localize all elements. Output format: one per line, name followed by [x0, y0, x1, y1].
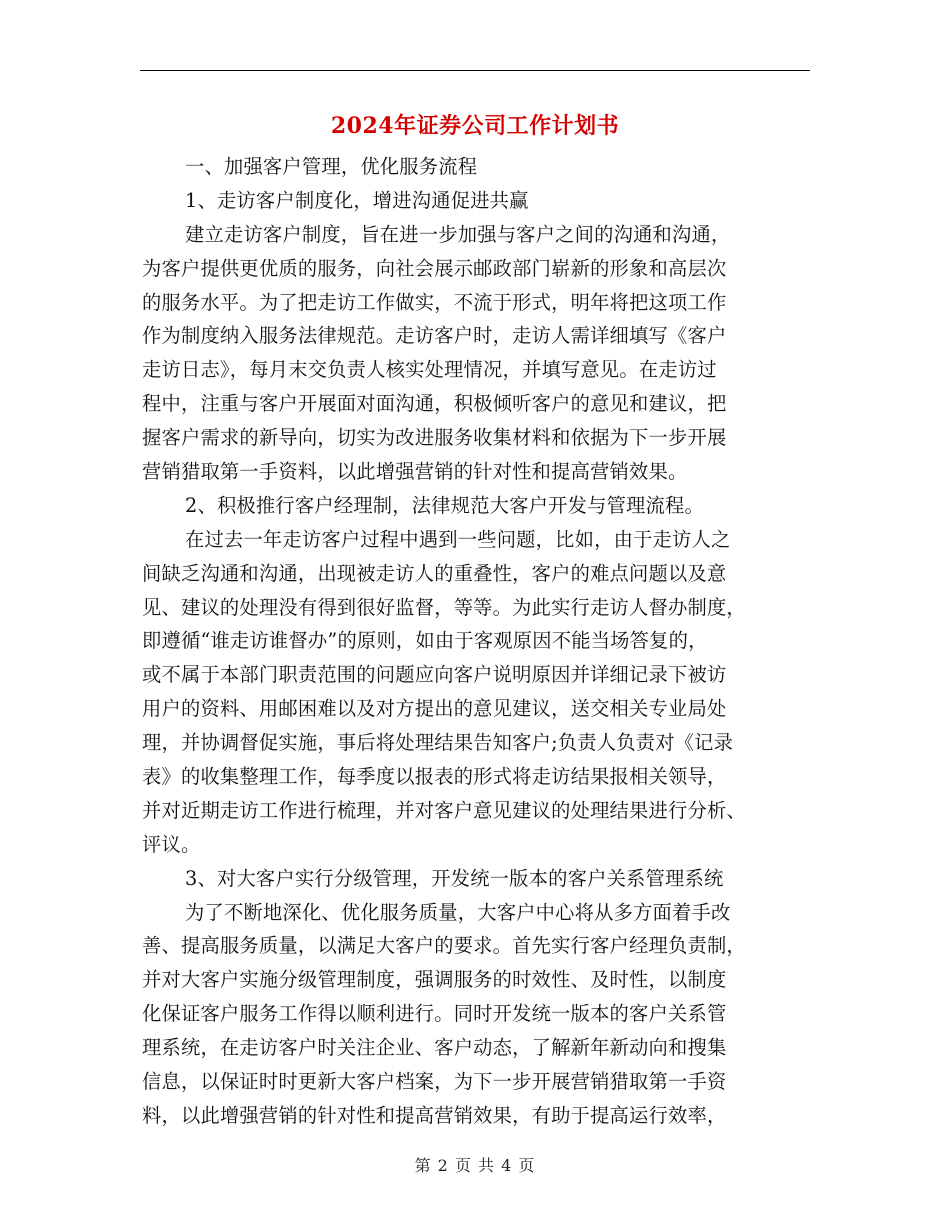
body-line: 1、走访客户制度化，增进沟通促进共赢	[185, 188, 529, 212]
body-line: 2、积极推行客户经理制，法律规范大客户开发与管理流程。	[185, 493, 704, 517]
body-line: 料，以此增强营销的针对性和提高营销效果，有助于提高运行效率，	[142, 1103, 727, 1127]
body-line: 作为制度纳入服务法律规范。走访客户时，走访人需详细填写《客户	[142, 324, 727, 348]
body-line: 见、建议的处理没有得到很好监督，等等。为此实行走访人督办制度，	[142, 595, 746, 619]
body-line: 并对近期走访工作进行梳理，并对客户意见建议的处理结果进行分析、	[142, 798, 746, 822]
body-line: 程中，注重与客户开展面对面沟通，积极倾听客户的意见和建议，把	[142, 392, 727, 416]
header-rule	[140, 70, 810, 71]
body-line: 化保证客户服务工作得以顺利进行。同时开发统一版本的客户关系管	[142, 1002, 727, 1026]
body-line: 即遵循“谁走访谁督办”的原则，如由于客观原因不能当场答复的，	[142, 629, 708, 653]
document-title: 2024年证券公司工作计划书	[330, 113, 620, 139]
body-line: 间缺乏沟通和沟通，出现被走访人的重叠性，客户的难点问题以及意	[142, 561, 727, 585]
body-line: 营销猎取第一手资料，以此增强营销的针对性和提高营销效果。	[142, 460, 688, 484]
body-line: 走访日志》，每月末交负责人核实处理情况，并填写意见。在走访过	[142, 358, 717, 382]
body-line: 的服务水平。为了把走访工作做实，不流于形式，明年将把这项工作	[142, 290, 727, 314]
body-line: 并对大客户实施分级管理制度，强调服务的时效性、及时性，以制度	[142, 968, 727, 992]
body-line: 信息，以保证时时更新大客户档案，为下一步开展营销猎取第一手资	[142, 1070, 727, 1094]
body-line: 理，并协调督促实施，事后将处理结果告知客户;负责人负责对《记录	[142, 731, 734, 755]
body-line: 评议。	[142, 832, 201, 856]
body-line: 用户的资料、用邮困难以及对方提出的意见建议，送交相关专业局处	[142, 697, 727, 721]
document-body	[142, 150, 810, 1133]
body-line: 或不属于本部门职责范围的问题应向客户说明原因并详细记录下被访	[142, 663, 727, 687]
body-line: 握客户需求的新导向，切实为改进服务收集材料和依据为下一步开展	[142, 426, 727, 450]
body-line: 3、对大客户实行分级管理，开发统一版本的客户关系管理系统	[185, 866, 724, 890]
page-number-footer: 第 2 页 共 4 页	[414, 1156, 536, 1175]
body-line: 善、提高服务质量，以满足大客户的要求。首先实行客户经理负责制，	[142, 934, 746, 958]
body-line: 为了不断地深化、优化服务质量，大客户中心将从多方面着手改	[185, 900, 731, 924]
body-line: 建立走访客户制度，旨在进一步加强与客户之间的沟通和沟通，	[185, 222, 731, 246]
body-line: 表》的收集整理工作，每季度以报表的形式将走访结果报相关领导，	[142, 765, 727, 789]
body-line: 理系统，在走访客户时关注企业、客户动态，了解新年新动向和搜集	[142, 1036, 727, 1060]
body-line: 在过去一年走访客户过程中遇到一些问题，比如，由于走访人之	[185, 527, 731, 551]
body-line: 一、加强客户管理，优化服务流程	[185, 155, 478, 178]
body-line: 为客户提供更优质的服务，向社会展示邮政部门崭新的形象和高层次	[142, 256, 727, 280]
